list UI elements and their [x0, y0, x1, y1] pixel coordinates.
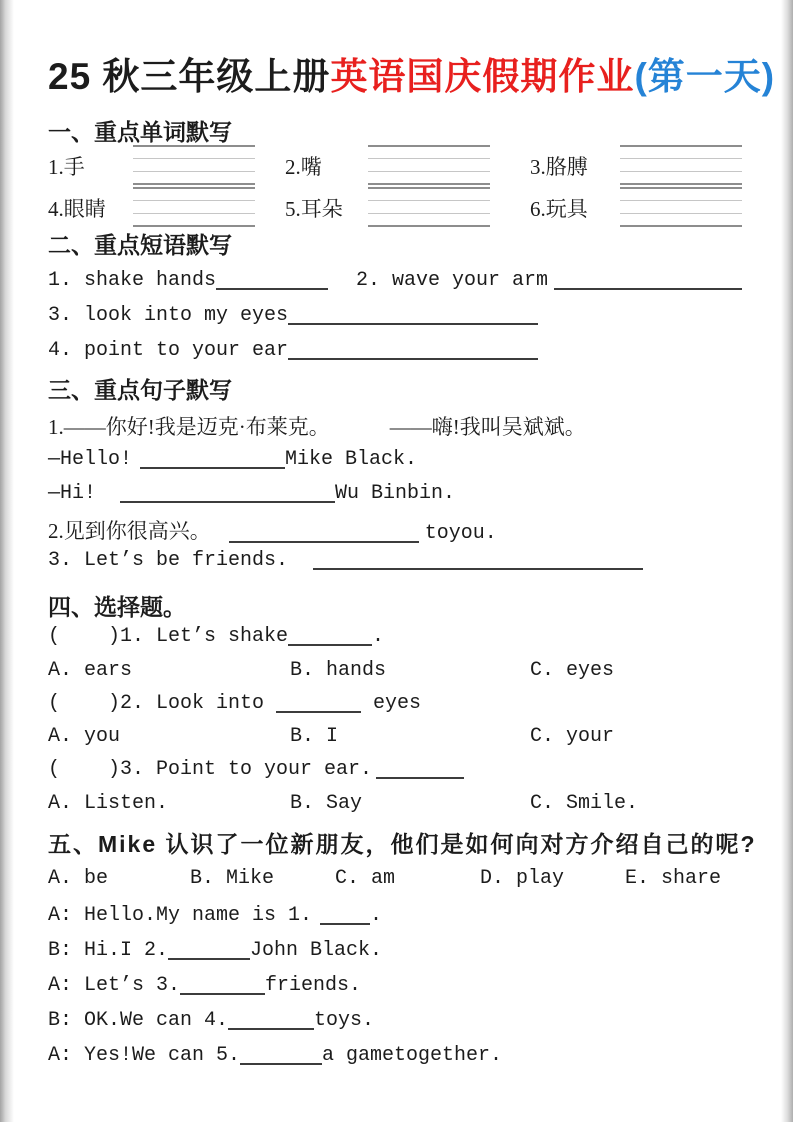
option-label: A. Listen. [48, 792, 169, 815]
choice-q2 [48, 691, 421, 715]
dialog-2-text: B: Hi.I 2. [48, 939, 169, 962]
choice-q2-post: eyes [373, 692, 422, 715]
sentence-friends-line [48, 548, 643, 572]
dialog-line-1 [48, 903, 382, 927]
blank-line [140, 447, 285, 469]
blank-line [320, 903, 370, 925]
nice-post-text: toyou. [424, 522, 497, 545]
option-label: D. play [480, 867, 565, 890]
blank-line [228, 1008, 314, 1030]
page-left-edge [0, 0, 14, 1122]
title-grade-part: 25 秋三年级上册 [48, 56, 331, 97]
title-subject-part: 英语国庆假期作业 [330, 56, 635, 97]
sentence-cn-left: 1.——你好!我是迈克·布莱克。 [48, 415, 330, 439]
writing-grid-5 [368, 187, 490, 227]
option-label: E. share [625, 867, 722, 890]
dialog-4-text: B: OK.We can 4. [48, 1009, 229, 1032]
blank-line [168, 938, 250, 960]
choice-q3 [48, 757, 464, 781]
sentence-hello-line [48, 447, 417, 471]
phrase-4-text: 4. point to your ear [48, 339, 289, 362]
nice-cn-text: 2.见到你很高兴。 [48, 519, 211, 543]
blank-line [229, 521, 419, 543]
blank-line [313, 548, 643, 570]
friends-text: 3. Let’s be friends. [48, 549, 289, 572]
blank-line [376, 757, 464, 779]
phrase-2-text: 2. wave your arm [356, 269, 549, 292]
blank-line [276, 691, 361, 713]
dialog-1-text: A: Hello.My name is 1. [48, 904, 313, 927]
option-label: A. be [48, 867, 109, 890]
phrase-line-2 [48, 303, 538, 327]
phrase-1-text: 1. shake hands [48, 269, 217, 292]
phrase-line-1 [48, 268, 742, 292]
title-day-part: (第一天) [634, 56, 776, 97]
option-label: C. eyes [530, 659, 615, 682]
option-label: B. Say [290, 792, 363, 815]
choice-q1 [48, 624, 384, 648]
word-label-5: 5.耳朵 [285, 197, 343, 221]
choice-q3-text: ( )3. Point to your ear. [48, 758, 373, 781]
word-label-4: 4.眼睛 [48, 197, 106, 221]
option-label: A. ears [48, 659, 133, 682]
option-label: C. your [530, 725, 615, 748]
choice-q1-options [0, 659, 793, 689]
sentence-cn-line [48, 411, 586, 441]
dialog-line-4 [48, 1008, 374, 1032]
blank-line [288, 624, 372, 646]
choice-q2-options [0, 725, 793, 755]
hi-post-text: Wu Binbin. [335, 482, 456, 505]
blank-line [180, 973, 265, 995]
word-label-3: 3.胳膊 [530, 155, 588, 179]
dialog-1-post: . [370, 904, 383, 927]
word-label-6: 6.玩具 [530, 197, 588, 221]
section-phrases-heading: 二、重点短语默写 [48, 232, 232, 258]
writing-grid-4 [133, 187, 255, 227]
dialog-4-post: toys. [314, 1009, 375, 1032]
dialog-options [0, 867, 793, 897]
option-label: C. am [335, 867, 396, 890]
blank-line [288, 303, 538, 325]
blank-line [554, 268, 742, 290]
choice-q3-options [0, 792, 793, 822]
section-words-heading: 一、重点单词默写 [48, 119, 232, 145]
writing-grid-3 [620, 145, 742, 185]
blank-line [288, 338, 538, 360]
section-dialog-heading: 五、Mike 认识了一位新朋友，他们是如何向对方介绍自己的呢? [48, 831, 757, 857]
dialog-line-5 [48, 1043, 502, 1067]
word-label-1: 1.手 [48, 155, 85, 179]
choice-q1-post: . [372, 625, 385, 648]
writing-grid-6 [620, 187, 742, 227]
option-label: C. Smile. [530, 792, 639, 815]
dialog-5-text: A: Yes!We can 5. [48, 1044, 241, 1067]
dialog-5-post: a gametogether. [322, 1044, 503, 1067]
blank-line [120, 481, 335, 503]
sentence-hi-line [48, 481, 455, 505]
blank-line [240, 1043, 322, 1065]
phrase-line-3 [48, 338, 538, 362]
section-sentences-heading: 三、重点句子默写 [48, 377, 232, 403]
writing-grid-2 [368, 145, 490, 185]
word-label-2: 2.嘴 [285, 155, 322, 179]
option-label: A. you [48, 725, 121, 748]
option-label: B. Mike [190, 867, 275, 890]
hi-text: —Hi! [48, 482, 97, 505]
section-choice-heading: 四、选择题。 [48, 594, 186, 620]
hello-post-text: Mike Black. [285, 448, 418, 471]
dialog-3-post: friends. [265, 974, 362, 997]
writing-grid-1 [133, 145, 255, 185]
choice-q1-text: ( )1. Let’s shake [48, 625, 289, 648]
page-title [48, 46, 775, 100]
option-label: B. hands [290, 659, 387, 682]
dialog-line-2 [48, 938, 382, 962]
dialog-line-3 [48, 973, 361, 997]
option-label: B. I [290, 725, 339, 748]
page-right-edge [781, 0, 793, 1122]
sentence-cn-right: ——嗨!我叫吴斌斌。 [389, 415, 586, 439]
choice-q2-text: ( )2. Look into [48, 692, 265, 715]
blank-line [216, 268, 328, 290]
dialog-2-post: John Black. [250, 939, 383, 962]
hello-text: —Hello! [48, 448, 133, 471]
dialog-3-text: A: Let’s 3. [48, 974, 181, 997]
phrase-3-text: 3. look into my eyes [48, 304, 289, 327]
sentence-nice-line [48, 515, 497, 545]
